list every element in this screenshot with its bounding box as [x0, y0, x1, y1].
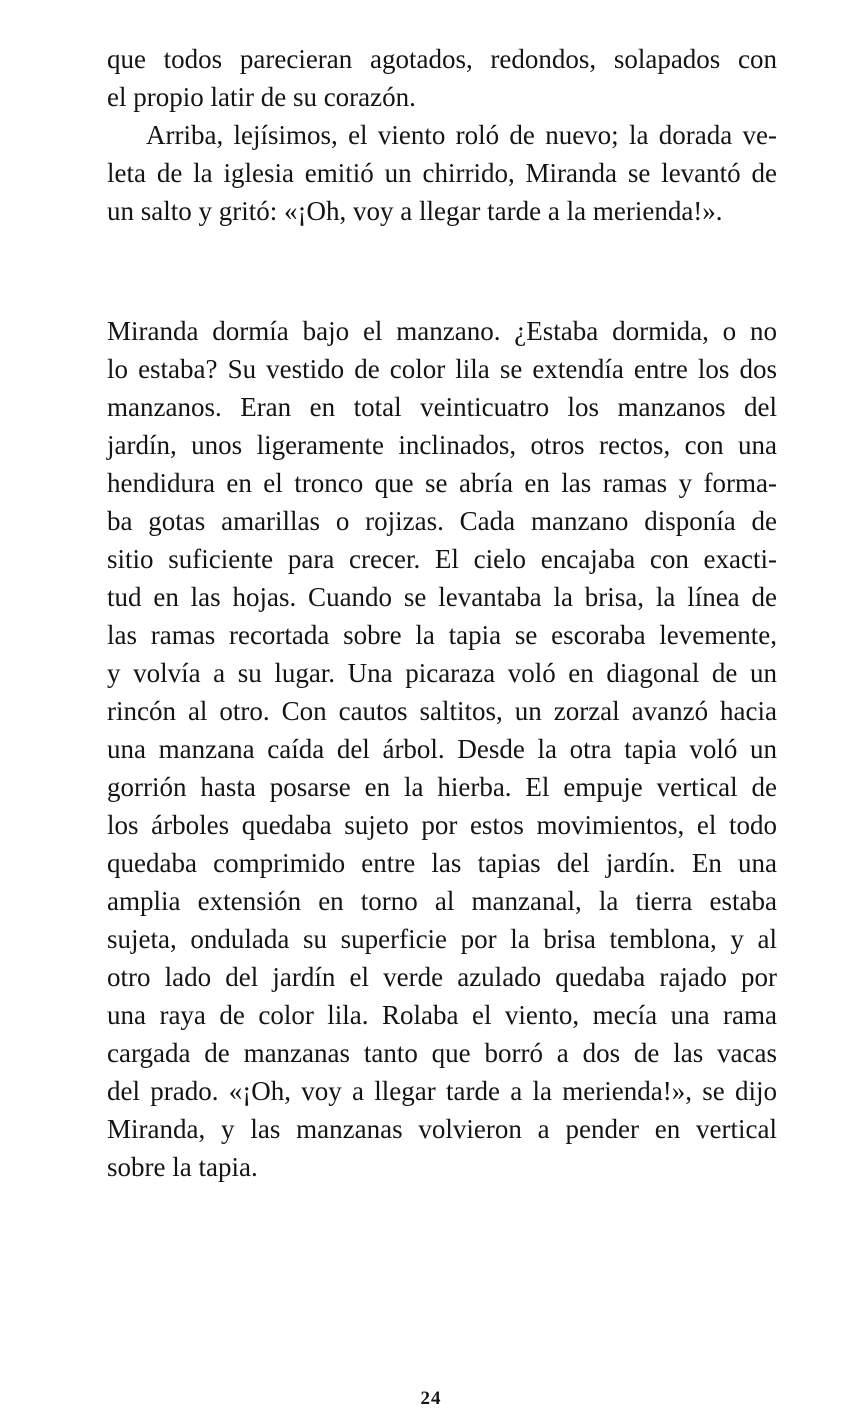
paragraph-line: una raya de color lila. Rolaba el viento, mecía una rama	[107, 1000, 777, 1030]
paragraph-line: Arriba, lejísimos, el viento roló de nuevo; la dorada ve-	[146, 120, 777, 150]
paragraph-line: sobre la tapia.	[107, 1152, 258, 1182]
paragraph-line: Miranda, y las manzanas volvieron a pender en vertical	[107, 1114, 777, 1144]
paragraph-line: gorrión hasta posarse en la hierba. El empuje vertical de	[107, 772, 777, 802]
paragraph-line: manzanos. Eran en total veinticuatro los manzanos del	[107, 392, 777, 422]
paragraph-line: amplia extensión en torno al manzanal, la tierra estaba	[107, 886, 777, 916]
paragraph-line: una manzana caída del árbol. Desde la otra tapia voló un	[107, 734, 777, 764]
paragraph-line: otro lado del jardín el verde azulado quedaba rajado por	[107, 962, 777, 992]
paragraph-line: que todos parecieran agotados, redondos, solapados con	[107, 44, 777, 74]
paragraph-line: rincón al otro. Con cautos saltitos, un zorzal avanzó hacia	[107, 696, 777, 726]
paragraph-line: sujeta, ondulada su superficie por la brisa temblona, y al	[107, 924, 777, 954]
paragraph-line: ba gotas amarillas o rojizas. Cada manzano disponía de	[107, 506, 777, 536]
paragraph-line: hendidura en el tronco que se abría en las ramas y forma-	[107, 468, 777, 498]
paragraph-line: las ramas recortada sobre la tapia se escoraba levemente,	[107, 620, 777, 650]
paragraph-line: jardín, unos ligeramente inclinados, otros rectos, con una	[107, 430, 777, 460]
paragraph-line: un salto y gritó: «¡Oh, voy a llegar tarde a la merienda!».	[107, 196, 723, 226]
paragraph-line: el propio latir de su corazón.	[107, 82, 416, 112]
paragraph-line: quedaba comprimido entre las tapias del jardín. En una	[107, 848, 777, 878]
paragraph-line: leta de la iglesia emitió un chirrido, Miranda se levantó de	[107, 158, 777, 188]
page-number: 24	[420, 1388, 442, 1409]
paragraph-line: del prado. «¡Oh, voy a llegar tarde a la merienda!», se dijo	[107, 1076, 777, 1106]
paragraph-line: tud en las hojas. Cuando se levantaba la brisa, la línea de	[107, 582, 777, 612]
paragraph-line: cargada de manzanas tanto que borró a dos de las vacas	[107, 1038, 777, 1068]
paragraph-line: los árboles quedaba sujeto por estos movimientos, el todo	[107, 810, 777, 840]
paragraph-line: y volvía a su lugar. Una picaraza voló en diagonal de un	[107, 658, 777, 688]
paragraph-line: Miranda dormía bajo el manzano. ¿Estaba dormida, o no	[107, 316, 777, 346]
paragraph-line: sitio suficiente para crecer. El cielo encajaba con exacti-	[107, 544, 777, 574]
paragraph-line: lo estaba? Su vestido de color lila se extendía entre los dos	[107, 354, 777, 384]
